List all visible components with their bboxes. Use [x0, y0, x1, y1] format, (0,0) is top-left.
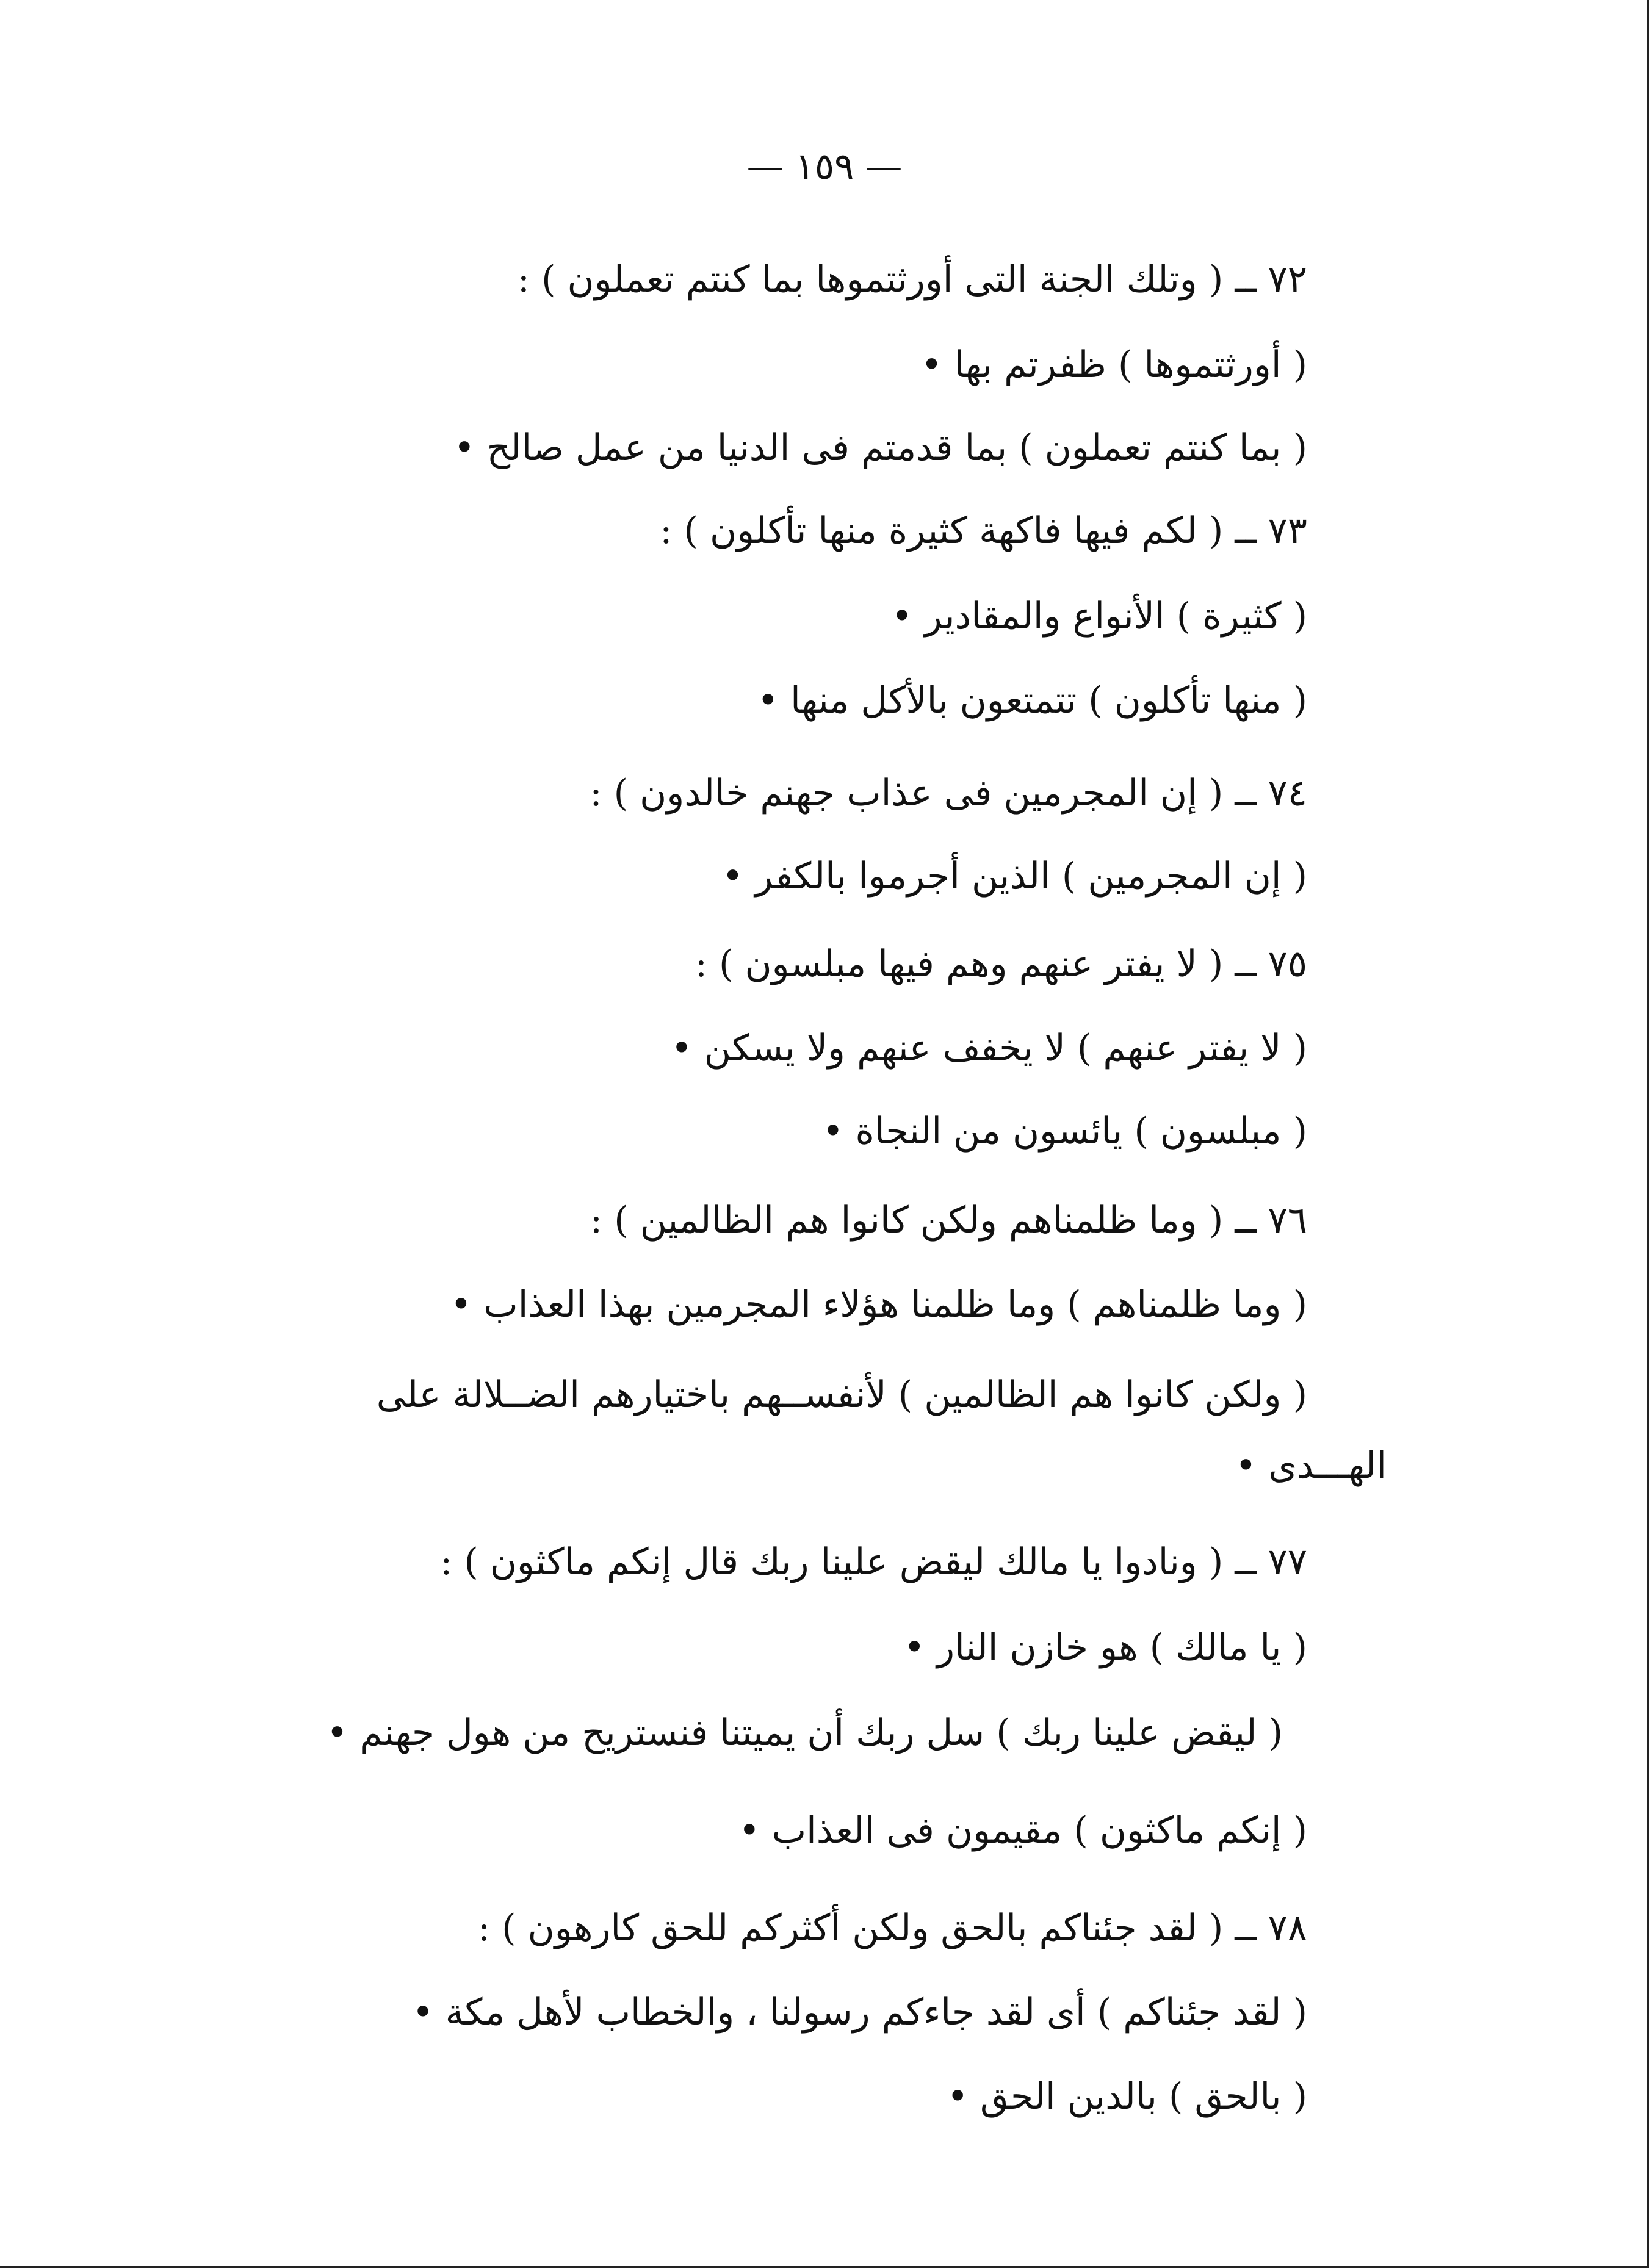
verse-73-heading: ٧٣ ــ ( لكم فيها فاكهة كثيرة منها تأكلون ) : [660, 509, 1307, 552]
gloss-line-continuation: الهـــدى • [1235, 1444, 1387, 1487]
gloss-line: ( لا يفتر عنهم ) لا يخفف عنهم ولا يسكن • [671, 1027, 1307, 1070]
gloss-line: ( بالحق ) بالدين الحق • [947, 2075, 1307, 2118]
gloss-line: ( إنكم ماكثون ) مقيمون فى العذاب • [738, 1809, 1307, 1852]
gloss-line: ( يا مالك ) هو خازن النار • [903, 1626, 1307, 1669]
gloss-line: ( مبلسون ) يائسون من النجاة • [822, 1110, 1307, 1153]
gloss-line: ( كثيرة ) الأنواع والمقادير • [891, 595, 1307, 638]
gloss-line: ( إن المجرمين ) الذين أجرموا بالكفر • [721, 855, 1307, 898]
gloss-line: ( ولكن كانوا هم الظالمين ) لأنفســهم باختيارهم الضــلالة على [376, 1373, 1307, 1416]
verse-75-heading: ٧٥ ــ ( لا يفتر عنهم وهم فيها مبلسون ) : [695, 943, 1307, 985]
gloss-line: ( وما ظلمناهم ) وما ظلمنا هؤلاء المجرمين بهذا العذاب • [450, 1283, 1307, 1326]
verse-76-heading: ٧٦ ــ ( وما ظلمناهم ولكن كانوا هم الظالمين ) : [590, 1199, 1307, 1242]
gloss-line: ( ليقض علينا ربك ) سل ربك أن يميتنا فنستريح من هول جهنم • [326, 1712, 1283, 1754]
gloss-line: ( أورثتموها ) ظفرتم بها • [920, 344, 1307, 386]
gloss-line: ( منها تأكلون ) تتمتعون بالأكل منها • [757, 679, 1307, 722]
page-number: — ١٥٩ — [746, 145, 903, 188]
gloss-line: ( لقد جئناكم ) أى لقد جاءكم رسولنا ، والخطاب لأهل مكة • [412, 1991, 1307, 2034]
verse-77-heading: ٧٧ ــ ( ونادوا يا مالك ليقض علينا ربك قال إنكم ماكثون ) : [440, 1541, 1307, 1583]
verse-72-heading: ٧٢ ــ ( وتلك الجنة التى أورثتموها بما كنتم تعملون ) : [517, 258, 1307, 301]
verse-74-heading: ٧٤ ــ ( إن المجرمين فى عذاب جهنم خالدون ) : [590, 772, 1307, 815]
verse-78-heading: ٧٨ ــ ( لقد جئناكم بالحق ولكن أكثركم للحق كارهون ) : [477, 1907, 1307, 1949]
gloss-line: ( بما كنتم تعملون ) بما قدمتم فى الدنيا من عمل صالح • [453, 427, 1307, 469]
